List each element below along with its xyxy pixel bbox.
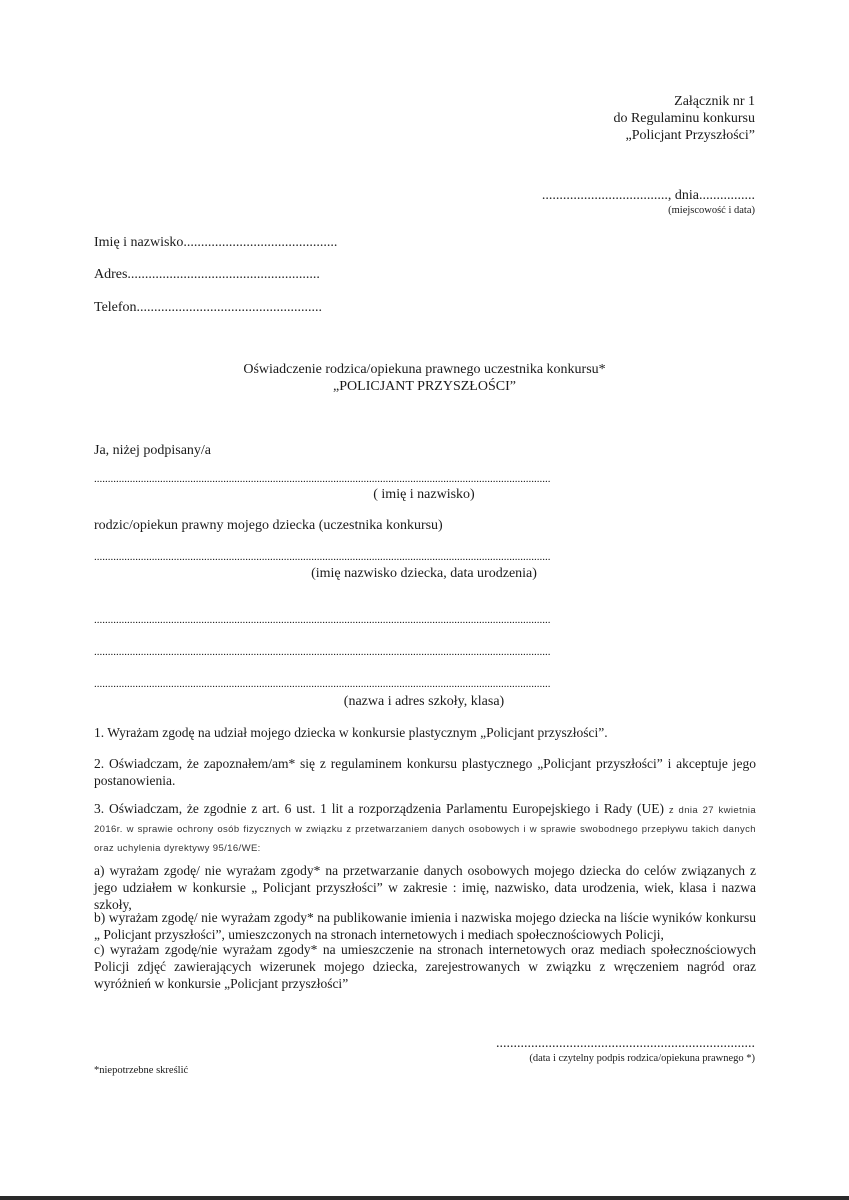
caption-school: (nazwa i adres szkoły, klasa) <box>343 694 505 709</box>
point-1: 1. Wyrażam zgodę na udział mojego dziecka w konkursie plastycznym „Policjant przyszłości”. <box>94 725 608 740</box>
point-2: 2. Oświadczam, że zapoznałem/am* się z regulaminem konkursu plastycznego „Policjant przyszłości” i akceptuje jego postanowienia. <box>94 756 756 788</box>
dotted-line-school-3: ...................................................................................................................................................................... <box>94 678 551 690</box>
scan-bottom-edge <box>0 1196 849 1200</box>
signature-line: .......................................................................... <box>496 1036 755 1051</box>
dotted-line-name: ...................................................................................................................................................................... <box>94 473 551 485</box>
annex-regulation: do Regulaminu konkursu <box>613 111 755 126</box>
parent-line: rodzic/opiekun prawny mojego dziecka (uczestnika konkursu) <box>94 518 443 533</box>
intro-text: Ja, niżej podpisany/a <box>94 443 212 458</box>
point-3-main: 3. Oświadczam, że zgodnie z art. 6 ust. 1 lit a rozporządzenia Parlamentu Europejskiego i Rady (UE) <box>94 801 665 816</box>
dotted-line-school-2: ...................................................................................................................................................................... <box>94 646 551 658</box>
consent-b: b) wyrażam zgodę/ nie wyrażam zgody* na publikowanie imienia i nazwiska mojego dziecka na liście wyników konkursu „ Policjant przyszłości”, umieszczonych na stronach internetowych i mediach społecznościowych Policji, <box>94 910 756 942</box>
footnote: *niepotrzebne skreślić <box>94 1065 189 1076</box>
point-3 <box>94 800 756 857</box>
caption-child: (imię nazwisko dziecka, data urodzenia) <box>311 566 537 581</box>
declaration-title: Oświadczenie rodzica/opiekuna prawnego uczestnika konkursu* <box>243 362 606 377</box>
dotted-line-child: ...................................................................................................................................................................... <box>94 551 551 563</box>
dotted-line-school-1: ...................................................................................................................................................................... <box>94 614 551 626</box>
consent-c: c) wyrażam zgodę/nie wyrażam zgody* na umieszczenie na stronach internetowych oraz mediach społecznościowych Policji zdjęć zawierających wizerunek mojego dziecka, zarejestrowanych w związku z wręczeniem nagród oraz wyróżnień w konkursie „Policjant przyszłości” <box>94 942 756 991</box>
contest-title: „POLICJANT PRZYSZŁOŚCI” <box>333 379 516 394</box>
signature-caption: (data i czytelny podpis rodzica/opiekuna prawnego *) <box>529 1053 755 1064</box>
annex-number: Załącznik nr 1 <box>674 94 755 109</box>
place-date-line: ...................................., dnia................ <box>541 188 755 203</box>
place-date-caption: (miejscowość i data) <box>668 205 755 216</box>
consent-a: a) wyrażam zgodę/ nie wyrażam zgody* na przetwarzanie danych osobowych mojego dziecka do celów związanych z jego udziałem w konkursie „ Policjant przyszłości” w zakresie : imię, nazwisko, data urodzenia, wiek, klasa i nazwa szkoły, <box>94 863 756 912</box>
address-field: Adres....................................................... <box>94 267 320 282</box>
annex-contest-name: „Policjant Przyszłości” <box>625 128 755 143</box>
phone-field: Telefon..................................................... <box>94 300 323 315</box>
name-field: Imię i nazwisko............................................ <box>94 235 338 250</box>
point-3-regulation: z dnia 27 kwietnia 2016r. w sprawie ochrony osób fizycznych w związku z przetwarzaniem danych osobowych i w sprawie swobodnego przepływu takich danych oraz uchylenia dyrektywy 95/16/WE: <box>94 805 757 854</box>
caption-name: ( imię i nazwisko) <box>373 487 475 502</box>
